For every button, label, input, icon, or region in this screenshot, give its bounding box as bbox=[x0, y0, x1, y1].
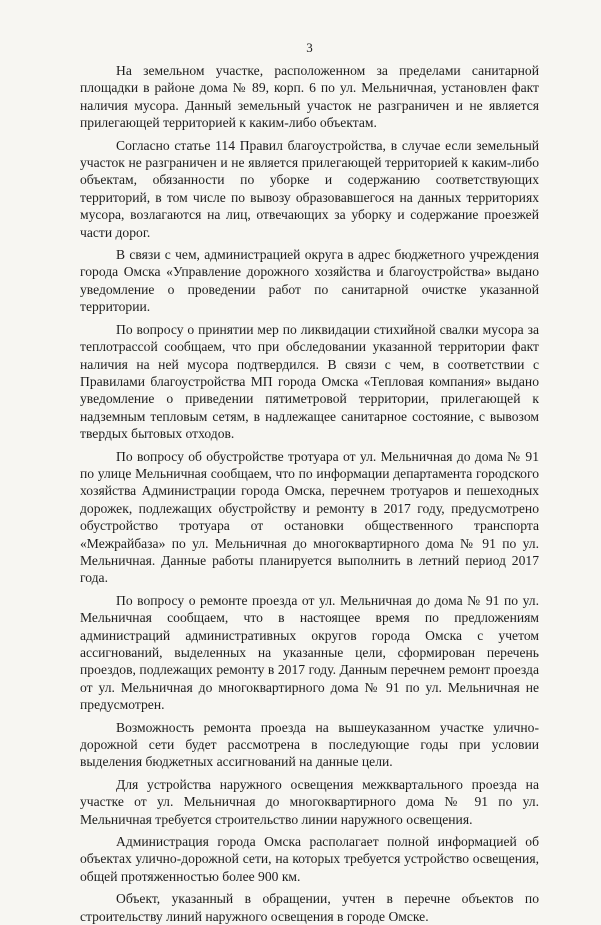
paragraph-7: Возможность ремонта проезда на вышеуказанном участке улично-дорожной сети будет рассмотрена в последующие годы при условии выделения бюджетных ассигнований на данные цели. bbox=[80, 719, 539, 770]
paragraph-4: По вопросу о принятии мер по ликвидации стихийной свалки мусора за теплотрассой сообщаем, что при обследовании указанной территории факт наличия на ней мусора подтвердился. В связи с чем, в соответствии с Правилами благоустройства МП города Омска «Тепловая компания» выдано уведомление о приведении пятиметровой территории, прилегающей к надземным тепловым сетям, в надлежащее санитарное состояние, с вывозом твердых бытовых отходов. bbox=[80, 321, 539, 442]
paragraph-8: Для устройства наружного освещения межквартального проезда на участке от ул. Мельничная до многоквартирного дома № 91 по ул. Мельничная требуется строительство линии наружного освещения. bbox=[80, 776, 539, 827]
paragraph-3: В связи с чем, администрацией округа в адрес бюджетного учреждения города Омска «Управление дорожного хозяйства и благоустройства» выдано уведомление о проведении работ по санитарной очистке указанной территории. bbox=[80, 247, 539, 315]
paragraph-2: Согласно статье 114 Правил благоустройства, в случае если земельный участок не разграничен и не является прилегающей территорией к каким-либо объектам, обязанности по уборке и содержанию соответствующих территорий, в том числе по вывозу образовавшегося на данных территориях мусора, возлагаются на лиц, отвечающих за уборку и содержание проезжей части дорог. bbox=[80, 137, 539, 240]
paragraph-6: По вопросу о ремонте проезда от ул. Мельничная до дома № 91 по ул. Мельничная сообщаем, что в настоящее время по предложениям администраций административных округов города Омска с учетом ассигнований, выделенных на указанные цели, сформирован перечень проездов, подлежащих ремонту в 2017 году. Данным перечнем ремонт проезда от ул. Мельничная до многоквартирного дома № 91 по ул. Мельничная не предусмотрен. bbox=[80, 592, 539, 713]
paragraph-5: По вопросу об обустройстве тротуара от ул. Мельничная до дома № 91 по улице Мельничная сообщаем, что по информации департамента городского хозяйства Администрации города Омска, перечнем тротуаров и пешеходных дорожек, подлежащих обустройству и ремонту в 2017 году, предусмотрено обустройство тротуара от остановки общественного транспорта «Межрайбаза» по ул. Мельничная до многоквартирного дома № 91 по ул. Мельничная. Данные работы планируется выполнить в летний период 2017 года. bbox=[80, 448, 539, 586]
paragraph-9: Администрация города Омска располагает полной информацией об объектах улично-дорожной сети, на которых требуется устройство освещения, общей протяженностью более 900 км. bbox=[80, 834, 539, 884]
paragraph-10: Объект, указанный в обращении, учтен в перечне объектов по строительству линий наружного освещения в городе Омске. bbox=[80, 891, 539, 924]
page-number: 3 bbox=[306, 40, 313, 55]
paragraph-1: На земельном участке, расположенном за пределами санитарной площадки в районе дома № 89, корп. 6 по ул. Мельничная, установлен факт наличия мусора. Данный земельный участок не разграничен и не является прилегающей территорией к каким-либо объектам. bbox=[80, 63, 539, 131]
